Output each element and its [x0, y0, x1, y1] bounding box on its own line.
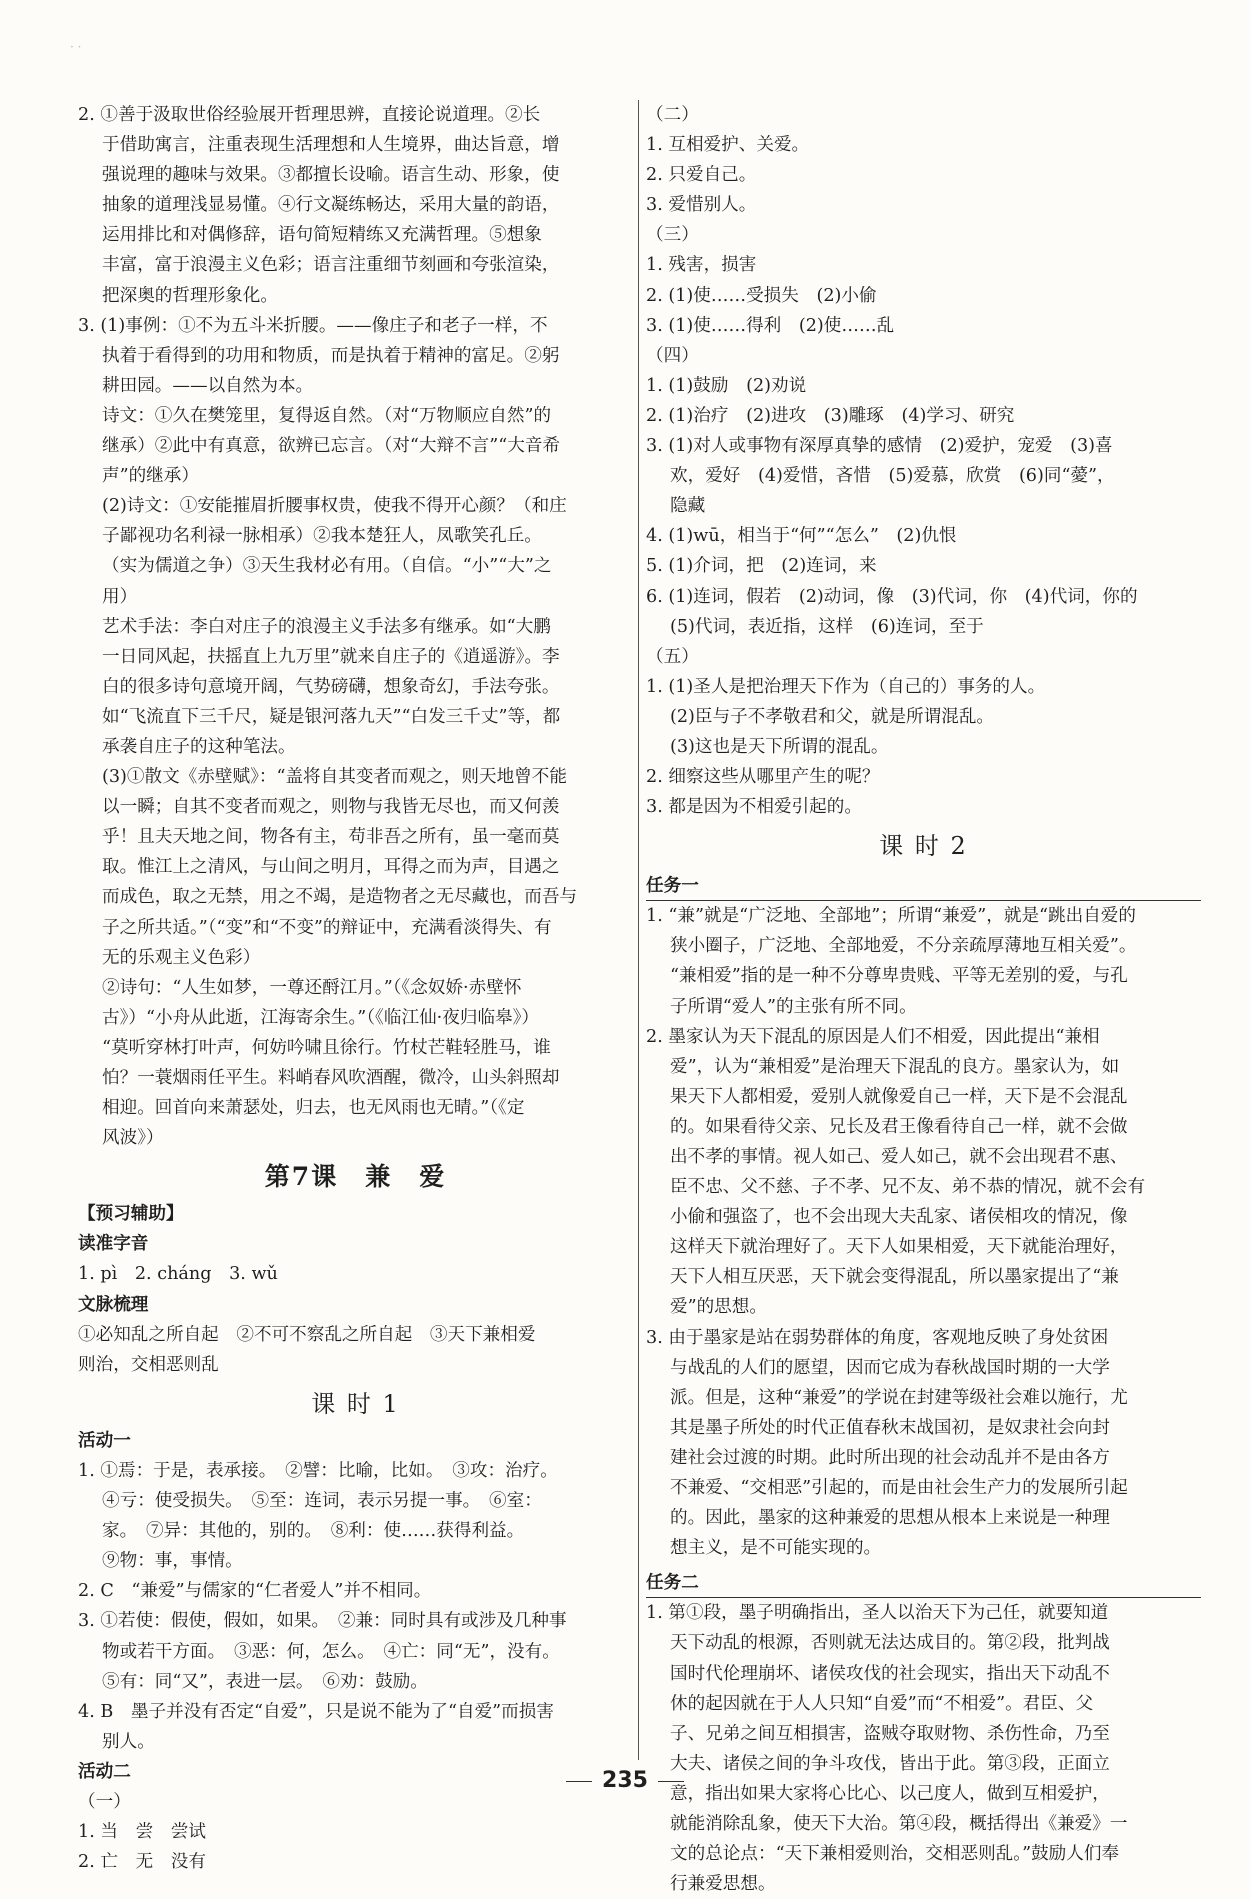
right-line: 2. (1)治疗 (2)进攻 (3)雕琢 (4)学习、研究: [646, 405, 1015, 426]
right-line: 1. 互相爱护、关爱。: [646, 135, 810, 156]
left-line: 强说理的趣味与效果。③都擅长设喻。语言生动、形象，使: [102, 165, 560, 186]
footer-dash-right: [658, 1781, 684, 1782]
right-line: 任务二: [646, 1569, 1201, 1598]
page-footer: [0, 1768, 1250, 1793]
right-line: 1. (1)鼓励 (2)劝说: [646, 375, 807, 396]
right-line: 国时代伦理崩坏、诸侯攻伐的社会现实，指出天下动乱不: [670, 1663, 1110, 1684]
left-line: ②诗句：“人生如梦，一尊还酹江月。”（《念奴娇·赤壁怀: [102, 977, 522, 998]
left-line: 第7课 兼 爱: [264, 1162, 447, 1192]
right-line: 天下动乱的根源，否则就无法达成目的。第②段，批判战: [670, 1633, 1110, 1654]
left-line: 艺术手法：李白对庄子的浪漫主义手法多有继承。如“大鹏: [102, 616, 551, 637]
right-line: 狭小圈子，广泛地、全部地爱，不分亲疏厚薄地互相关爱”。: [670, 936, 1137, 957]
right-line: (5)代词，表近指，这样 (6)连词，至于: [670, 616, 984, 637]
right-line: 派。但是，这种“兼爱”的学说在封建等级社会难以施行，尤: [670, 1387, 1128, 1408]
left-line: 抽象的道理浅显易懂。④行文凝练畅达，采用大量的韵语，: [102, 195, 560, 216]
left-line: 4. B 墨子并没有否定“自爱”，只是说不能为了“自爱”而损害: [78, 1701, 554, 1722]
left-line: 3. ①若使：假使，假如，如果。 ②兼：同时具有或涉及几种事: [78, 1611, 567, 1632]
right-line: 1. “兼”就是“广泛地、全部地”；所谓“兼爱”，就是“跳出自爱的: [646, 906, 1136, 927]
right-line: 课 时 2: [879, 832, 968, 861]
right-column: [646, 100, 1201, 1899]
right-line: （三）: [646, 225, 699, 246]
left-line: 继承）②此中有真意，欲辨已忘言。（对“大辩不言”“大音希: [102, 436, 561, 457]
left-line: 风波》）: [102, 1128, 164, 1149]
page-number: 235: [602, 1768, 648, 1793]
column-divider: [638, 100, 639, 1760]
right-line: 其是墨子所处的时代正值春秋末战国初，是奴隶社会向封: [670, 1417, 1110, 1438]
right-line: 休的起因就在于人人只知“自爱”而“不相爱”。君臣、父: [670, 1693, 1094, 1714]
right-line: 3. (1)对人或事物有深厚真挚的感情 (2)爱护，宠爱 (3)喜: [646, 436, 1113, 457]
left-line: （实为儒道之争）③天生我材必有用。（自信。“小”“大”之: [102, 556, 552, 577]
right-line: 臣不忠、父不慈、子不孝、兄不友、弟不恭的情况，就不会有: [670, 1177, 1146, 1198]
right-line: 建社会过渡的时期。此时所出现的社会动乱并不是由各方: [670, 1447, 1110, 1468]
left-column: [78, 100, 633, 1877]
left-line: ⑨物：事，事情。: [102, 1551, 243, 1572]
left-line: 1. 当 尝 尝试: [78, 1822, 206, 1843]
right-line: 的。如果看待父亲、兄长及君王像看待自己一样，就不会做: [670, 1116, 1128, 1137]
left-line: 2. 亡 无 没有: [78, 1852, 206, 1873]
left-line: 活动一: [78, 1429, 131, 1451]
left-line: 白的很多诗句意境开阔，气势磅礴，想象奇幻，手法夸张。: [102, 676, 560, 697]
left-line: “莫听穿林打叶声，何妨吟啸且徐行。竹杖芒鞋轻胜马，谁: [102, 1037, 551, 1058]
left-line: ⑤有：同“又”，表进一层。 ⑥劝：鼓励。: [102, 1671, 428, 1692]
right-line: 1. (1)圣人是把治理天下作为（自己的）事务的人。: [646, 676, 1046, 697]
right-line: 行兼爱思想。: [670, 1874, 776, 1895]
right-line: 3. (1)使……得利 (2)使……乱: [646, 315, 895, 336]
right-line: 2. (1)使……受损失 (2)小偷: [646, 285, 877, 306]
right-line: 欢，爱好 (4)爱惜，吝惜 (5)爱慕，欣赏 (6)同“薆”，: [670, 466, 1115, 487]
right-line: 出不孝的事情。视人如己、爱人如己，就不会出现君不惠、: [670, 1147, 1128, 1167]
right-line: 子、兄弟之间互相損害，盗贼夺取财物、杀伤性命，乃至: [670, 1723, 1110, 1744]
left-line: 课 时 1: [311, 1389, 400, 1418]
right-line: 大夫、诸侯之间的争斗攻伐，皆出于此。第③段，正面立: [670, 1753, 1110, 1774]
right-line: 3. 由于墨家是站在弱势群体的角度，客观地反映了身处贫困: [646, 1327, 1109, 1348]
left-line: 1. ①焉：于是，表承接。 ②譬：比喻，比如。 ③攻：治疗。: [78, 1460, 558, 1481]
corner-mark: · ·: [70, 40, 82, 54]
left-line: 耕田园。——以自然为本。: [102, 375, 314, 396]
right-line: 意，指出如果大家将心比心、以己度人，做到互相爱护，: [670, 1783, 1110, 1804]
left-line: 丰富，富于浪漫主义色彩；语言注重细节刻画和夸张渲染，: [102, 255, 560, 276]
right-line: 2. 只爱自己。: [646, 165, 757, 186]
right-line: 文的总论点：“天下兼相爱则治，交相恶则乱。”鼓励人们奉: [670, 1844, 1120, 1865]
left-line: 而成色，取之无禁，用之不竭，是造物者之无尽藏也，而吾与: [102, 887, 578, 908]
right-line: 与战乱的人们的愿望，因而它成为春秋战国时期的一大学: [670, 1357, 1110, 1378]
left-line: 古》）“小舟从此逝，江海寄余生。”（《临江仙·夜归临皋》）: [102, 1007, 540, 1028]
left-line: 怕？一蓑烟雨任平生。料峭春风吹酒醒，微冷，山头斜照却: [102, 1068, 560, 1088]
right-line: （四）: [646, 345, 699, 366]
right-line: (3)这也是天下所谓的混乱。: [670, 736, 889, 757]
right-line: (2)臣与子不孝敬君和父，就是所谓混乱。: [670, 706, 995, 727]
right-line: 爱”的思想。: [670, 1297, 767, 1318]
right-line: 天下人相互厌恶，天下就会变得混乱，所以墨家提出了“兼: [670, 1267, 1119, 1288]
right-line: 5. (1)介词，把 (2)连词，来: [646, 556, 877, 577]
left-line: （一）: [78, 1791, 131, 1812]
left-line: 无的乐观主义色彩）: [102, 947, 261, 968]
right-line: 子所谓“爱人”的主张有所不同。: [670, 996, 917, 1017]
footer-dash-left: [566, 1781, 592, 1782]
right-line: 3. 爱惜别人。: [646, 195, 757, 216]
right-line: 6. (1)连词，假若 (2)动词，像 (3)代词，你 (4)代词，你的: [646, 586, 1138, 607]
right-line: 4. (1)wū，相当于“何”“怎么” (2)仇恨: [646, 526, 957, 547]
left-line: 则治，交相恶则乱: [78, 1354, 219, 1375]
right-line: “兼相爱”指的是一种不分尊卑贵贱、平等无差别的爱，与孔: [670, 966, 1128, 987]
right-line: （二）: [646, 105, 699, 125]
left-line: ①必知乱之所自起 ②不可不察乱之所自起 ③天下兼相爱: [78, 1324, 536, 1345]
left-line: 子鄙视功名利禄一脉相承）②我本楚狂人，凤歌笑孔丘。: [102, 526, 542, 547]
right-line: 果天下人都相爱，爱别人就像爱自己一样，天下是不会混乱: [670, 1086, 1128, 1107]
left-line: 家。 ⑦异：其他的，别的。 ⑧利：使……获得利益。: [102, 1521, 525, 1542]
left-line: 2. ①善于汲取世俗经验展开哲理思辨，直接论说道理。②长: [78, 105, 541, 125]
left-line: 【预习辅助】: [78, 1203, 184, 1225]
right-line: 1. 第①段，墨子明确指出，圣人以治天下为己任，就要知道: [646, 1603, 1109, 1624]
left-line: 把深奥的哲理形象化。: [102, 285, 278, 306]
left-line: 承袭自庄子的这种笔法。: [102, 736, 296, 757]
left-line: 子之所共适。”（“变”和“不变”的辩证中，充满看淡得失、有: [102, 917, 552, 938]
right-line: 1. 残害，损害: [646, 255, 757, 276]
left-line: 1. pì 2. cháng 3. wǔ: [78, 1264, 278, 1285]
left-line: 声”的继承）: [102, 466, 199, 487]
right-line: 小偷和强盗了，也不会出现大夫乱家、诸侯相攻的情况，像: [670, 1207, 1128, 1228]
right-line: 2. 墨家认为天下混乱的原因是人们不相爱，因此提出“兼相: [646, 1026, 1100, 1047]
left-line: (2)诗文：①安能摧眉折腰事权贵，使我不得开心颜？（和庄: [102, 496, 567, 517]
right-line: 任务一: [646, 872, 1201, 901]
left-line: 读准字音: [78, 1233, 149, 1255]
left-line: 一日同风起，扶摇直上九万里”就来自庄子的《逍遥游》。李: [102, 646, 560, 667]
right-line: 这样天下就治理好了。天下人如果相爱，天下就能治理好，: [670, 1237, 1128, 1258]
left-line: 物或若干方面。 ③恶：何，怎么。 ④亡：同“无”，没有。: [102, 1641, 560, 1662]
right-line: 不兼爱、“交相恶”引起的，而是由社会生产力的发展所引起: [670, 1478, 1128, 1499]
right-line: 3. 都是因为不相爱引起的。: [646, 797, 862, 818]
right-line: 爱”，认为“兼相爱”是治理天下混乱的良方。墨家认为，如: [670, 1056, 1120, 1077]
left-line: 运用排比和对偶修辞，语句简短精练又充满哲理。⑤想象: [102, 225, 542, 246]
left-line: 用）: [102, 586, 138, 607]
left-line: 相迎。回首向来萧瑟处，归去，也无风雨也无晴。”（《定: [102, 1098, 525, 1119]
right-line: （五）: [646, 646, 699, 667]
left-line: (3)①散文《赤壁赋》：“盖将自其变者而观之，则天地曾不能: [102, 767, 567, 788]
left-line: 文脉梳理: [78, 1293, 149, 1315]
left-line: 取。惟江上之清风，与山间之明月，耳得之而为声，目遇之: [102, 857, 560, 878]
left-line: 2. C “兼爱”与儒家的“仁者爱人”并不相同。: [78, 1581, 432, 1602]
right-line: 2. 细察这些从哪里产生的呢？: [646, 767, 880, 788]
right-line: 想主义，是不可能实现的。: [670, 1538, 882, 1559]
left-line: 乎！且夫天地之间，物各有主，苟非吾之所有，虽一毫而莫: [102, 827, 560, 848]
right-line: 就能消除乱象，使天下大治。第④段，概括得出《兼爱》一: [670, 1813, 1128, 1834]
left-line: 3. (1)事例：①不为五斗米折腰。——像庄子和老子一样，不: [78, 315, 548, 336]
left-line: 如“飞流直下三千尺，疑是银河落九天”“白发三千丈”等，都: [102, 706, 561, 727]
left-line: 诗文：①久在樊笼里，复得返自然。（对“万物顺应自然”的: [102, 405, 552, 426]
right-line: 的。因此，墨家的这种兼爱的思想从根本上来说是一种理: [670, 1508, 1110, 1529]
left-line: ④亏：使受损失。 ⑤至：连词，表示另提一事。 ⑥室：: [102, 1491, 542, 1512]
left-line: 以一瞬；自其不变者而观之，则物与我皆无尽也，而又何羡: [102, 797, 560, 818]
left-line: 于借助寓言，注重表现生活理想和人生境界，曲达旨意，增: [102, 135, 560, 156]
left-line: 别人。: [102, 1731, 155, 1752]
right-line: 隐藏: [670, 496, 706, 517]
left-line: 执着于看得到的功用和物质，而是执着于精神的富足。②躬: [102, 345, 560, 366]
left-line: 活动二: [78, 1760, 131, 1782]
